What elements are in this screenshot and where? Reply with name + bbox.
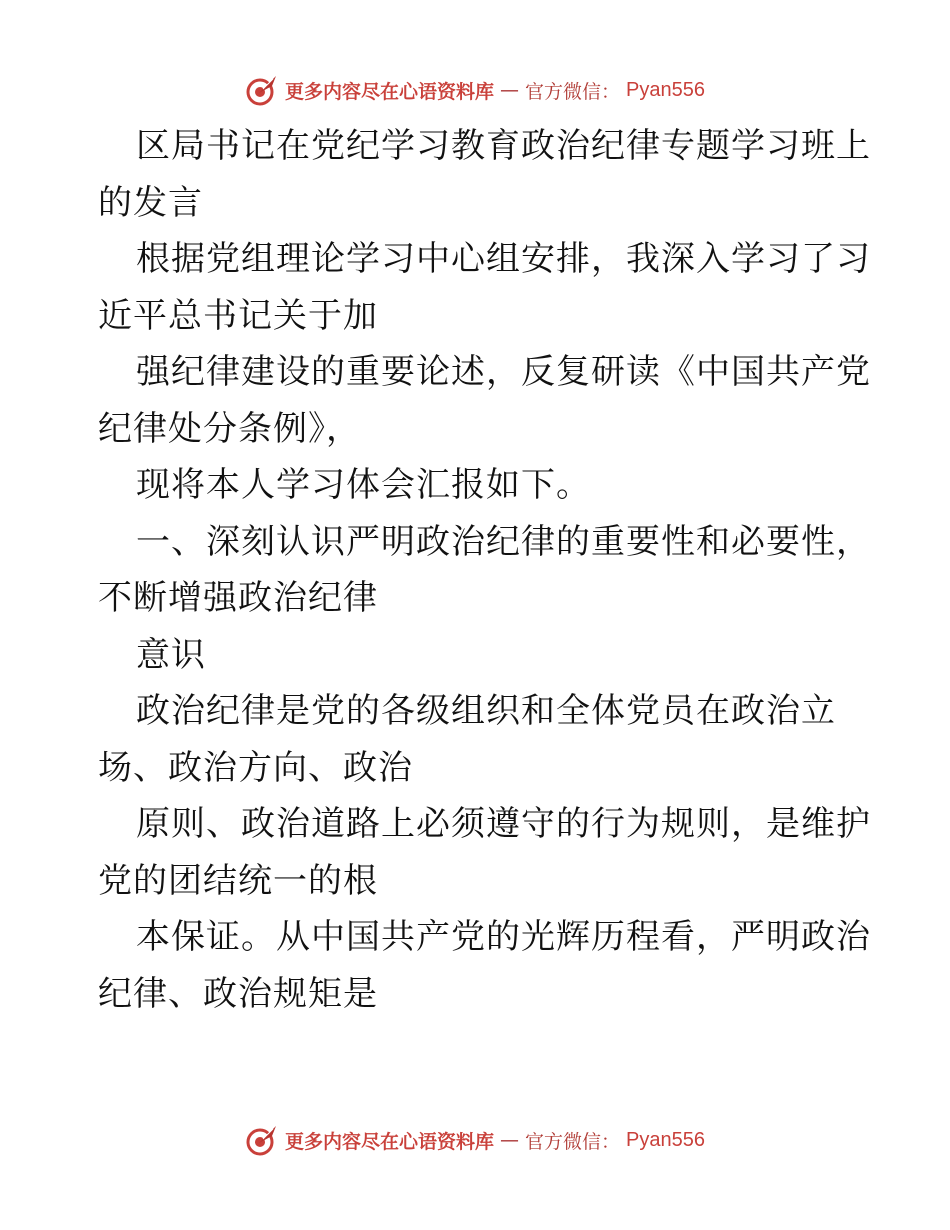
watermark-text: 更多内容尽在心语资料库 [285,1130,495,1153]
header-watermark-banner [0,70,950,110]
paragraph-line: 党的团结统一的根 [98,860,378,901]
watermark-wechat-id: Pyan556 [626,78,705,101]
paragraph-line: 纪律处分条例》， [98,408,361,449]
paragraph-line: 近平总书记关于加 [98,295,378,336]
watermark-separator: — [500,79,520,101]
section-heading-line: 意识 [136,634,206,675]
document-title-line-2: 的发言 [98,182,203,223]
document-title-line-1: 区局书记在党纪学习教育政治纪律专题学习班上 [136,126,871,166]
paragraph-line: 原则、政治道路上必须遵守的行为规则，是维护 [136,804,871,844]
section-heading-line: 不断增强政治纪律 [98,578,378,618]
quill-logo-icon [245,1123,279,1157]
paragraph-line: 本保证。从中国共产党的光辉历程看，严明政治 [136,917,871,957]
paragraph-line: 强纪律建设的重要论述，反复研读《中国共产党 [136,352,871,392]
section-heading-line: 一、深刻认识严明政治纪律的重要性和必要性， [136,521,871,562]
watermark-wechat-id: Pyan556 [626,1128,705,1151]
footer-watermark-banner [0,1120,950,1160]
paragraph-line: 现将本人学习体会汇报如下。 [136,465,591,505]
watermark-wechat-label: 官方微信： [525,80,621,103]
paragraph-line: 政治纪律是党的各级组织和全体党员在政治立 [136,691,836,731]
watermark-text: 更多内容尽在心语资料库 [285,80,495,103]
paragraph-line: 纪律、政治规矩是 [98,973,378,1014]
watermark-wechat-label: 官方微信： [525,1130,621,1153]
watermark-separator: — [500,1129,520,1151]
paragraph-line: 场、政治方向、政治 [98,747,413,788]
document-body [98,118,871,1022]
paragraph-line: 根据党组理论学习中心组安排，我深入学习了习 [136,239,871,279]
quill-logo-icon [245,73,279,107]
